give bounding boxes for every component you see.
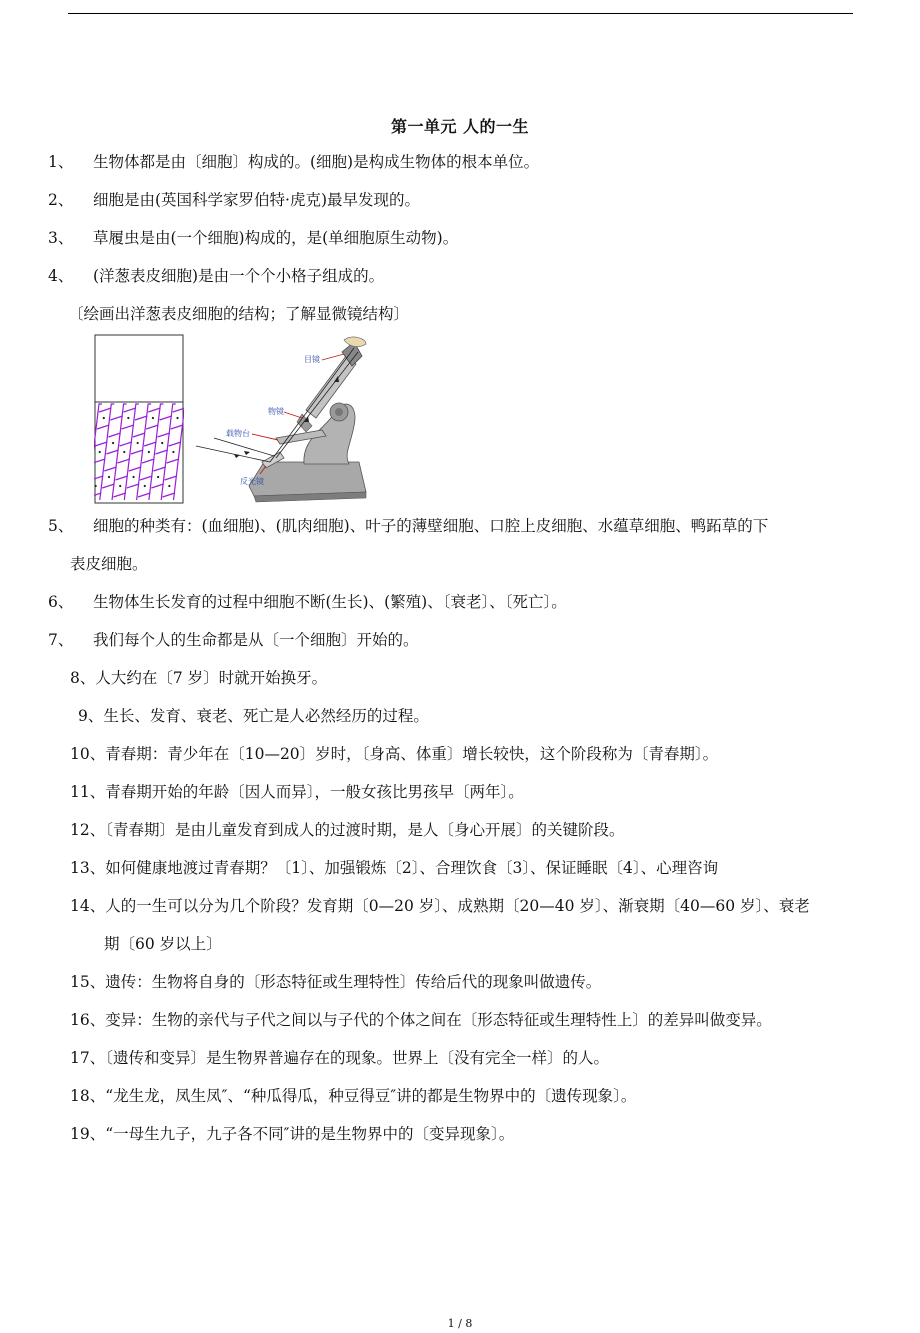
list-item: 17、〔遗传和变异〕是生物界普遍存在的现象。世界上〔没有完全一样〕的人。: [70, 1049, 609, 1067]
item-text: 〔绘画出洋葱表皮细胞的结构；了解显微镜结构〕: [68, 305, 410, 323]
list-item: 10、青春期：青少年在〔10—20〕岁时，〔身高、体重〕增长较快，这个阶段称为〔青春期〕。: [70, 745, 719, 763]
list-item: [48, 226, 458, 250]
list-item: [48, 514, 768, 538]
list-item-continuation: 表皮细胞。: [70, 555, 148, 573]
list-item: 16、变异：生物的亲代与子代之间以与子代的个体之间在〔形态特征或生理特性上〕的差异叫做变异。: [70, 1011, 772, 1029]
cell-nucleus: [127, 417, 129, 419]
cell-nucleus: [148, 451, 150, 453]
list-item: 9、生长、发育、衰老、死亡是人必然经历的过程。: [78, 707, 429, 725]
cell-nucleus: [103, 417, 105, 419]
item-number: 7、: [48, 631, 74, 649]
cell-nucleus: [161, 442, 163, 444]
cell-nucleus: [132, 476, 134, 478]
label-mirror: 反光镜: [240, 477, 264, 486]
list-item: 12、〔青春期〕是由儿童发育到成人的过渡时期，是人〔身心开展〕的关键阶段。: [70, 821, 625, 839]
cell-nucleus: [176, 417, 178, 419]
header-rule: [68, 13, 853, 14]
page-title: 第一单元 人的一生: [390, 117, 530, 136]
list-item: [48, 628, 419, 652]
microscope-drawing: [194, 334, 374, 504]
microscope-figure: [194, 334, 374, 504]
list-item: [48, 150, 539, 174]
item-text: 细胞是由(英国科学家罗伯特·虎克)最早发现的。: [93, 191, 421, 209]
list-item: 18、“龙生龙，凤生凤″、“种瓜得瓜，种豆得豆″讲的都是生物界中的〔遗传现象〕。: [70, 1087, 637, 1105]
cell-nucleus: [157, 476, 159, 478]
item-number: 1、: [48, 153, 74, 171]
onion-cell-drawing: [94, 334, 184, 504]
list-item-continuation: 期〔60 岁以上〕: [104, 935, 222, 953]
figure-instruction: [68, 302, 409, 326]
item-number: 4、: [48, 267, 74, 285]
label-objective: 物镜: [268, 407, 284, 416]
item-number: 5、: [48, 517, 74, 535]
item-text: 生物体都是由〔细胞〕构成的。(细胞)是构成生物体的根本单位。: [93, 153, 540, 171]
cell-nucleus: [119, 485, 121, 487]
cell-nucleus: [137, 442, 139, 444]
item-text: 生物体生长发育的过程中细胞不断(生长)、(繁殖)、〔衰老〕、〔死亡〕。: [93, 593, 567, 611]
list-item: 8、人大约在〔7 岁〕时就开始换牙。: [70, 669, 328, 687]
item-text: 我们每个人的生命都是从〔一个细胞〕开始的。: [93, 631, 419, 649]
page-number: 1 / 8: [447, 1317, 473, 1330]
cell-nucleus: [112, 442, 114, 444]
item-number: 6、: [48, 593, 74, 611]
item-text: (洋葱表皮细胞)是由一个个小格子组成的。: [93, 267, 385, 285]
list-item: 14、人的一生可以分为几个阶段？发育期〔0—20 岁〕、成熟期〔20—40 岁〕、渐衰期〔40—60 岁〕、衰老: [70, 897, 810, 915]
cell-nucleus: [123, 451, 125, 453]
cell-nucleus: [99, 451, 101, 453]
cell-nucleus: [108, 476, 110, 478]
cell-nucleus: [95, 485, 97, 487]
list-item: [48, 188, 420, 212]
label-stage: 载物台: [226, 429, 250, 438]
cell-nucleus: [172, 451, 174, 453]
label-eyepiece: 目镜: [304, 355, 320, 364]
item-text: 细胞的种类有：(血细胞)、(肌肉细胞)、叶子的薄壁细胞、口腔上皮细胞、水蕴草细胞、鸭跖草的下: [93, 517, 769, 535]
item-text: 草履虫是由(一个细胞)构成的，是(单细胞原生动物)。: [93, 229, 459, 247]
item-number: 2、: [48, 191, 74, 209]
list-item: 19、“一母生九子，九子各不同″讲的是生物界中的〔变异现象〕。: [70, 1125, 515, 1143]
list-item: [48, 264, 384, 288]
cell-nucleus: [152, 417, 154, 419]
list-item: 13、如何健康地渡过青春期？〔1〕、加强锻炼〔2〕、合理饮食〔3〕、保证睡眠〔4〕、心理咨询: [70, 859, 719, 877]
list-item: 15、遗传：生物将自身的〔形态特征或生理特性〕传给后代的现象叫做遗传。: [70, 973, 602, 991]
cell-nucleus: [168, 485, 170, 487]
list-item: 11、青春期开始的年龄〔因人而异〕，一般女孩比男孩早〔两年〕。: [70, 783, 524, 801]
onion-cell-figure: [94, 334, 184, 504]
item-number: 3、: [48, 229, 74, 247]
list-item: [48, 590, 567, 614]
cell-nucleus: [144, 485, 146, 487]
